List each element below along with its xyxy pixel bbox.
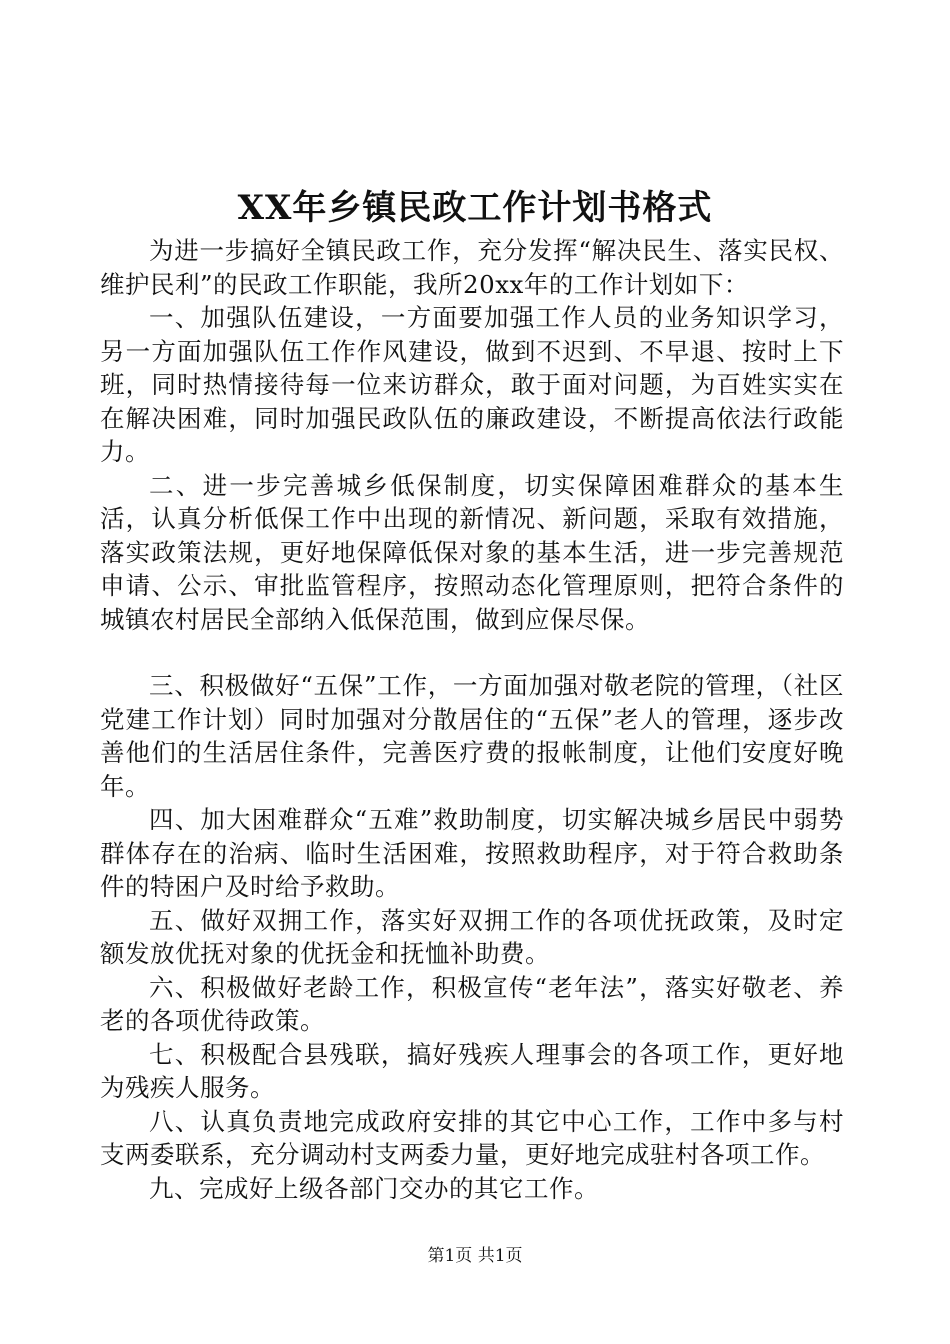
paragraph-1: 一、加强队伍建设，一方面要加强工作人员的业务知识学习，另一方面加强队伍工作作风建设，做到不迟到、不早退、按时上下班，同时热情接待每一位来访群众，敢于面对问题，为百姓实实在在解决困难，同时加强民政队伍的廉政建设，不断提高依法行政能力。: [100, 303, 844, 466]
document-title: XX年乡镇民政工作计划书格式: [237, 188, 713, 228]
page-footer: 第1页 共1页: [427, 1246, 523, 1266]
paragraph-2: 二、进一步完善城乡低保制度，切实保障困难群众的基本生活，认真分析低保工作中出现的新情况、新问题，采取有效措施，落实政策法规，更好地保障低保对象的基本生活，进一步完善规范申请、公示、审批监管程序，按照动态化管理原则，把符合条件的城镇农村居民全部纳入低保范围，做到应保尽保。: [100, 470, 844, 634]
paragraph-8: 八、认真负责地完成政府安排的其它中心工作，工作中多与村支两委联系，充分调动村支两委力量，更好地完成驻村各项工作。: [100, 1106, 844, 1169]
paragraph-4: 四、加大困难群众“五难”救助制度，切实解决城乡居民中弱势群体存在的治病、临时生活困难，按照救助程序，对于符合救助条件的特困户及时给予救助。: [100, 805, 844, 901]
paragraph-5: 五、做好双拥工作，落实好双拥工作的各项优抚政策，及时定额发放优抚对象的优抚金和抚恤补助费。: [100, 905, 844, 968]
intro-paragraph: 为进一步搞好全镇民政工作，充分发挥“解决民生、落实民权、维护民利”的民政工作职能，我所20xx年的工作计划如下：: [100, 236, 844, 299]
paragraph-9: 九、完成好上级各部门交办的其它工作。: [149, 1173, 599, 1203]
document-body: [100, 234, 844, 1205]
paragraph-6: 六、积极做好老龄工作，积极宣传“老年法”，落实好敬老、养老的各项优待政策。: [100, 972, 844, 1035]
paragraph-7: 七、积极配合县残联，搞好残疾人理事会的各项工作，更好地为残疾人服务。: [100, 1039, 844, 1102]
paragraph-3: 三、积极做好“五保”工作，一方面加强对敬老院的管理，（社区党建工作计划）同时加强对分散居住的“五保”老人的管理，逐步改善他们的生活居住条件，完善医疗费的报帐制度，让他们安度好晚年。: [100, 671, 844, 801]
